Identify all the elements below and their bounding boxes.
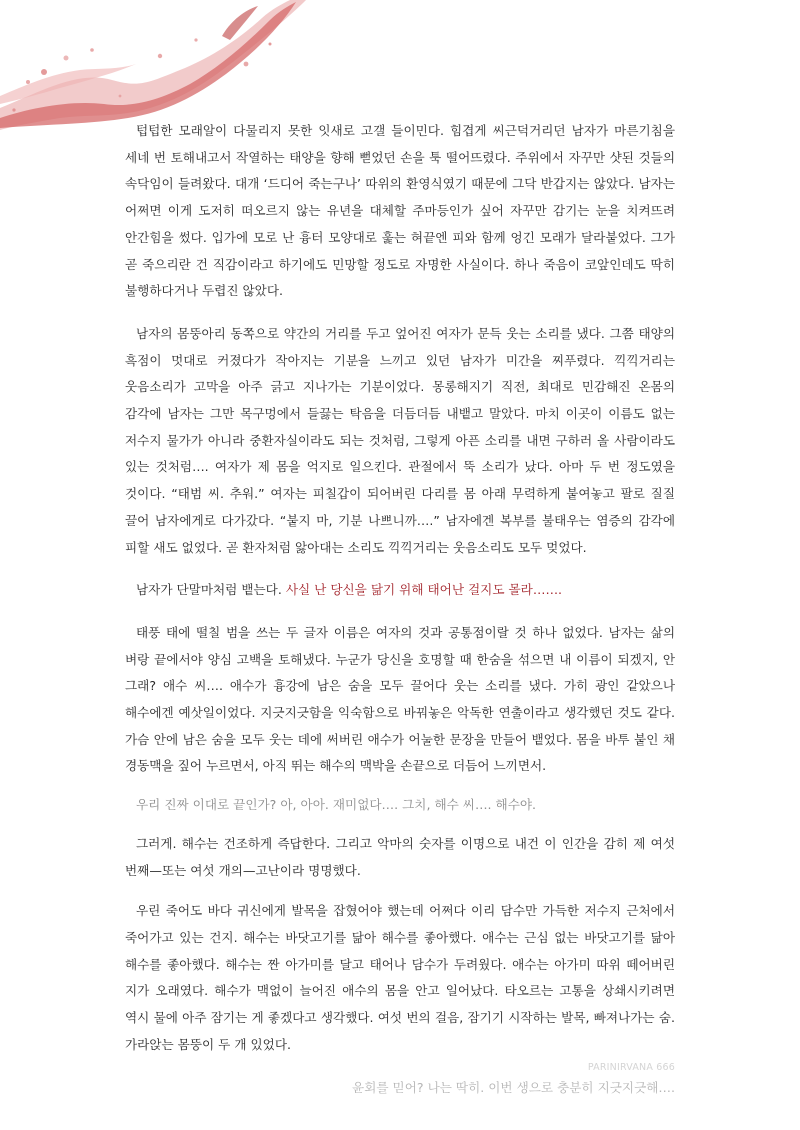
paragraph-3: 태풍 태에 떨칠 범을 쓰는 두 글자 이름은 여자의 것과 공통점이랄 것 하나 없었다. 남자는 삶의 벼랑 끝에서야 양심 고백을 토해냈다. 누군가 당신을 호명할 때 한숨을 섞으면 내 이름이 되겠지, 안 그래? 애수 씨…. 애수가 흉강에 남은 숨을 모두 끌어다 웃는 소리를 냈다. 가히 광인 같았으나 해수에겐 예삿일이었다. 지긋지긋함을 익숙함으로 바꿔놓은 악독한 연출이라고 생각했던 것도 같다. 가슴 안에 남은 숨을 모두 웃는 데에 써버린 애수가 어눌한 문장을 만들어 뱉었다. 몸을 바투 붙인 채 경동맥을 짚어 누르면서, 아직 뛰는 해수의 맥박을 손끝으로 더듬어 느끼면서. (125, 624, 675, 774)
short-line-quote: 사실 난 당신을 닮기 위해 태어난 걸지도 몰라……. (285, 582, 563, 598)
short-line-lead: 남자가 단말마처럼 뱉는다. (136, 582, 286, 598)
red-splash-decoration (0, 0, 310, 135)
paragraph-2: 남자의 몸뚱아리 동쪽으로 약간의 거리를 두고 엎어진 여자가 문득 웃는 소리를 냈다. 그쯤 태양의 흑점이 멋대로 커졌다가 작아지는 기분을 느끼고 있던 남자가 미간을 찌푸렸다. 끽끽거리는 웃음소리가 고막을 아주 긁고 지나가는 기분이었다. 몽롱해지기 직전, 최대로 민감해진 온몸의 감각에 남자는 그만 목구멍에서 들끓는 탁음을 더듬더듬 내뱉고 말았다. 마치 이곳이 이름도 없는 저수지 물가가 아니라 중환자실이라도 되는 것처럼, 그렇게 아픈 소리를 내면 구하러 올 사람이라도 있는 것처럼…. 여자가 제 몸을 억지로 일으킨다. 관절에서 뚝 소리가 났다. 아마 두 번 정도였을 것이다. “태범 씨. 추워.” 여자는 피칠갑이 되어버린 다리를 몸 아래 무력하게 붙여놓고 팔로 질질 끌어 남자에게로 다가갔다. “붙지 마, 기분 나쁘니까….” 남자에겐 복부를 불태우는 염증의 감각에 피할 새도 없었다. 곧 환자처럼 앓아대는 소리도 끽끽거리는 웃음소리도 모두 멎었다. (125, 325, 675, 555)
page-footer: PARINIRVANA 666 (587, 1062, 675, 1073)
short-line (125, 577, 675, 604)
paragraph-1: 텁텁한 모래알이 다물리지 못한 잇새로 고갤 들이민다. 힘겹게 씨근덕거리던 남자가 마른기침을 세네 번 토해내고서 작열하는 태양을 향해 뻗었던 손을 툭 떨어뜨렸다. 주위에서 자꾸만 샷된 것들의 속닥임이 들려왔다. 대개 ‘드디어 죽는구나’ 따위의 환영식였기 때문에 그닥 반갑지는 않았다. 남자는 어쩌면 이게 도저히 떠오르지 않는 유년을 대체할 주마등인가 싶어 자꾸만 감기는 눈을 치켜뜨려 안간힘을 썼다. 입가에 모로 난 흉터 모양대로 훑는 혀끝엔 피와 함께 엉긴 모래가 달라붙었다. 그가 곧 죽으리란 건 직감이라고 하기에도 민망할 정도로 자명한 사실이다. 하나 죽음이 코앞인데도 딱히 불행하다거나 두렵진 않았다. (125, 123, 675, 299)
paragraph-5: 우린 죽어도 바다 귀신에게 발목을 잡혔어야 했는데 어쩌다 이리 담수만 가득한 저수지 근처에서 죽어가고 있는 건지. 해수는 바닷고기를 닮아 해수를 좋아했다. 애수는 근심 없는 바닷고기를 닮아 해수를 좋아했다. 해수는 짠 아가미를 달고 태어나 담수가 두려웠다. 애수는 아가미 따위 떼어버린 지가 오래였다. 해수가 맥없이 늘어진 애수의 몸을 안고 일어났다. 타오르는 고통을 상쇄시키려면 역시 물에 아주 잠기는 게 좋겠다고 생각했다. 여섯 번의 걸음, 잠기기 시작하는 발목, 빠져나가는 숨. 가라앉는 몸뚱이 두 개 있었다. (125, 903, 675, 1052)
closing-line: 윤회를 믿어? 나는 딱히. 이번 생으로 충분히 지긋지긋해…. (352, 1079, 675, 1095)
paragraph-4: 그러게. 해수는 건조하게 즉답한다. 그리고 악마의 숫자를 이명으로 내건 이 인간을 감히 제 여섯 번째—또는 여섯 개의—고난이라 명명했다. (125, 835, 675, 878)
story-body (125, 118, 675, 1101)
dialogue-line: 우리 진짜 이대로 끝인가? 아, 아아. 재미없다…. 그치, 해수 씨…. 해수야. (136, 797, 537, 813)
